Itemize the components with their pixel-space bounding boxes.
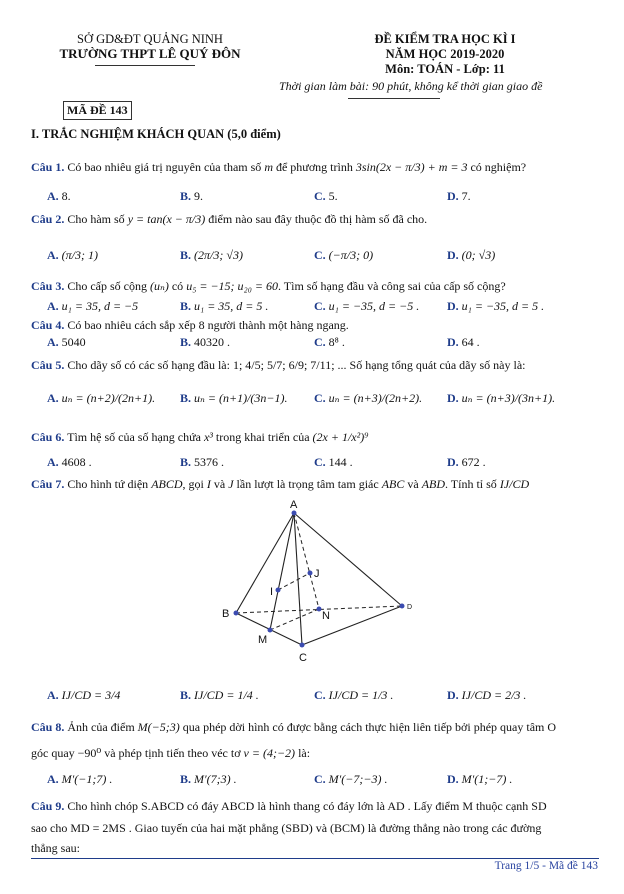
question-text: để phương trình xyxy=(275,160,353,174)
footer-divider xyxy=(31,858,599,859)
question-text: lần lượt là trọng tâm tam giác xyxy=(236,477,379,491)
q4-option-b[interactable]: B. 40320 . xyxy=(180,335,231,349)
question-text: và xyxy=(213,477,226,491)
question-9-line3: thẳng sau: xyxy=(31,841,80,855)
question-label: Câu 1. xyxy=(31,160,65,174)
question-formula: (uₙ) xyxy=(150,279,169,293)
header-divider-left xyxy=(95,65,195,66)
question-label: Câu 8. xyxy=(31,720,65,734)
school-name: TRƯỜNG THPT LÊ QUÝ ĐÔN xyxy=(59,46,241,61)
question-formula: v = (4;−2) xyxy=(243,746,296,760)
question-text: có nghiệm? xyxy=(470,160,527,174)
question-text: . Tìm số hạng đầu và công sai của cấp số cộng? xyxy=(278,279,506,293)
q6-option-c[interactable]: C. 144 . xyxy=(314,455,353,469)
tetrahedron-figure xyxy=(200,495,430,675)
q4-option-a[interactable]: A. 5040 xyxy=(47,335,86,349)
q7-option-a[interactable]: A. IJ/CD = 3/4 xyxy=(47,688,121,702)
q3-option-c[interactable]: C. u₁ = −35, d = −5 . xyxy=(314,299,420,313)
question-text: qua phép dời hình có được bằng cách thực hiện liên tiếp bởi phép quay tâm O xyxy=(182,720,557,734)
label-m: M xyxy=(258,634,268,646)
question-formula: J xyxy=(228,477,234,491)
label-i: I xyxy=(270,586,274,598)
question-9 xyxy=(31,799,547,814)
edge-ad xyxy=(294,513,402,606)
question-formula: 1; 4/5; 5/7; 6/9; 7/11; ... xyxy=(232,358,347,372)
question-8 xyxy=(31,720,556,735)
label-j: J xyxy=(314,568,320,580)
question-text: , gọi xyxy=(182,477,204,491)
question-label: Câu 4. xyxy=(31,318,65,332)
question-text: Cho hình chóp S.ABCD có đáy ABCD là hình thang có đáy lớn là AD . Lấy điểm M thuộc cạnh SD xyxy=(67,799,547,813)
q2-option-d[interactable]: D. (0; √3) xyxy=(447,248,496,262)
department-name: SỞ GD&ĐT QUẢNG NINH xyxy=(77,32,223,46)
question-formula: 3sin(2x − π/3) + m = 3 xyxy=(355,160,468,174)
q3-option-d[interactable]: D. u₁ = −35, d = 5 . xyxy=(447,299,545,313)
section-title: I. TRẮC NGHIỆM KHÁCH QUAN (5,0 điểm) xyxy=(31,127,281,141)
question-3 xyxy=(31,279,506,294)
q7-option-b[interactable]: B. IJ/CD = 1/4 . xyxy=(180,688,259,702)
q1-option-b[interactable]: B. 9. xyxy=(180,189,204,203)
point-b xyxy=(234,611,239,616)
point-j xyxy=(308,571,313,576)
q6-option-a[interactable]: A. 4608 . xyxy=(47,455,92,469)
q4-option-d[interactable]: D. 64 . xyxy=(447,335,480,349)
question-formula: I xyxy=(206,477,211,491)
q8-option-c[interactable]: C. M′(−7;−3) . xyxy=(314,772,388,786)
question-9-line2: sao cho MD = 2MS . Giao tuyến của hai mặt phẳng (SBD) và (BCM) là đường thẳng nào trong các đường xyxy=(31,821,542,835)
question-formula: x³ xyxy=(203,430,213,444)
label-d: D xyxy=(407,604,413,611)
question-2 xyxy=(31,212,427,227)
q6-option-d[interactable]: D. 672 . xyxy=(447,455,486,469)
median-am xyxy=(270,513,294,630)
question-4 xyxy=(31,318,349,333)
question-text: Số hạng tổng quát của dãy số này là: xyxy=(349,358,526,372)
exam-code: MÃ ĐỀ 143 xyxy=(63,101,132,120)
header-divider-right xyxy=(348,98,440,99)
q5-option-d[interactable]: D. uₙ = (n+3)/(3n+1). xyxy=(447,391,556,405)
q2-option-c[interactable]: C. (−π/3; 0) xyxy=(314,248,374,262)
q5-option-a[interactable]: A. uₙ = (n+2)/(2n+1). xyxy=(47,391,156,405)
q5-option-b[interactable]: B. uₙ = (n+1)/(3n−1). xyxy=(180,391,288,405)
segment-mn xyxy=(270,609,319,630)
segment-ij xyxy=(278,573,310,590)
question-label: Câu 6. xyxy=(31,430,65,444)
page-footer: Trang 1/5 - Mã đề 143 xyxy=(494,860,598,872)
point-c xyxy=(300,643,305,648)
question-label: Câu 9. xyxy=(31,799,65,813)
point-m xyxy=(268,628,273,633)
q3-option-a[interactable]: A. u₁ = 35, d = −5 xyxy=(47,299,139,313)
q3-option-b[interactable]: B. u₁ = 35, d = 5 . xyxy=(180,299,269,313)
q1-option-a[interactable]: A. 8. xyxy=(47,189,71,203)
q8-option-b[interactable]: B. M′(7;3) . xyxy=(180,772,237,786)
label-c: C xyxy=(299,652,307,664)
question-text: trong khai triển của xyxy=(215,430,310,444)
question-label: Câu 2. xyxy=(31,212,65,226)
school-year: NĂM HỌC 2019-2020 xyxy=(385,47,505,61)
question-text: và phép tịnh tiến theo véc tơ xyxy=(104,746,241,760)
question-text: Có bao nhiêu cách sắp xếp 8 người thành một hàng ngang. xyxy=(67,318,349,332)
exam-title: ĐỀ KIỂM TRA HỌC KÌ I xyxy=(374,32,516,46)
q1-option-d[interactable]: D. 7. xyxy=(447,189,471,203)
time-allowed: Thời gian làm bài: 90 phút, không kể thời gian giao đề xyxy=(279,79,543,93)
q1-option-c[interactable]: C. 5. xyxy=(314,189,338,203)
subject-line: Môn: TOÁN - Lớp: 11 xyxy=(385,62,505,76)
question-text: Cho hình tứ diện xyxy=(67,477,149,491)
question-formula: −90⁰ xyxy=(77,746,102,760)
question-variable: m xyxy=(264,160,273,174)
q4-option-c[interactable]: C. 8⁸ . xyxy=(314,335,345,349)
point-n xyxy=(317,607,322,612)
question-formula: ABCD xyxy=(151,477,183,491)
question-text: có xyxy=(171,279,184,293)
question-formula: (2x + 1/x²)⁹ xyxy=(312,430,369,444)
point-i xyxy=(276,588,281,593)
question-formula: ABC xyxy=(381,477,405,491)
question-text: Cho dãy số có các số hạng đầu là: xyxy=(67,358,230,372)
q6-option-b[interactable]: B. 5376 . xyxy=(180,455,225,469)
question-label: Câu 3. xyxy=(31,279,65,293)
question-formula: IJ/CD xyxy=(499,477,530,491)
question-text: . Tính tỉ số xyxy=(445,477,497,491)
question-7 xyxy=(31,477,529,492)
question-5 xyxy=(31,358,526,373)
q7-option-c[interactable]: C. IJ/CD = 1/3 . xyxy=(314,688,394,702)
question-text: Ảnh của điểm xyxy=(67,720,135,734)
median-an-hidden xyxy=(294,513,319,609)
question-text: góc quay xyxy=(31,746,75,760)
q5-option-c[interactable]: C. uₙ = (n+3)/(2n+2). xyxy=(314,391,423,405)
question-text: là: xyxy=(298,746,311,760)
label-n: N xyxy=(322,610,330,622)
question-text: Cho cấp số cộng xyxy=(67,279,147,293)
question-text: điểm nào sau đây thuộc đồ thị hàm số đã cho. xyxy=(208,212,428,226)
point-d xyxy=(400,604,405,609)
question-8-cont xyxy=(31,746,310,761)
edge-ab xyxy=(236,513,294,613)
question-label: Câu 7. xyxy=(31,477,65,491)
question-formula: ABD xyxy=(421,477,446,491)
question-text: và xyxy=(407,477,419,491)
label-b: B xyxy=(222,608,230,620)
question-text: Cho hàm số xyxy=(67,212,125,226)
q2-option-b[interactable]: B. (2π/3; √3) xyxy=(180,248,243,262)
point-a xyxy=(292,511,297,516)
q8-option-a[interactable]: A. M′(−1;7) . xyxy=(47,772,113,786)
edge-cd xyxy=(302,606,402,645)
question-formula: M(−5;3) xyxy=(137,720,180,734)
q8-option-d[interactable]: D. M′(1;−7) . xyxy=(447,772,513,786)
label-a: A xyxy=(290,499,298,511)
question-6 xyxy=(31,430,368,445)
question-formula: u₅ = −15; u₂₀ = 60 xyxy=(186,279,278,293)
question-text: Có bao nhiêu giá trị nguyên của tham số xyxy=(67,160,262,174)
question-label: Câu 5. xyxy=(31,358,65,372)
q7-option-d[interactable]: D. IJ/CD = 2/3 . xyxy=(447,688,527,702)
question-text: Tìm hệ số của số hạng chứa xyxy=(67,430,201,444)
question-formula: y = tan(x − π/3) xyxy=(127,212,206,226)
question-1 xyxy=(31,160,526,175)
q2-option-a[interactable]: A. (π/3; 1) xyxy=(47,248,99,262)
